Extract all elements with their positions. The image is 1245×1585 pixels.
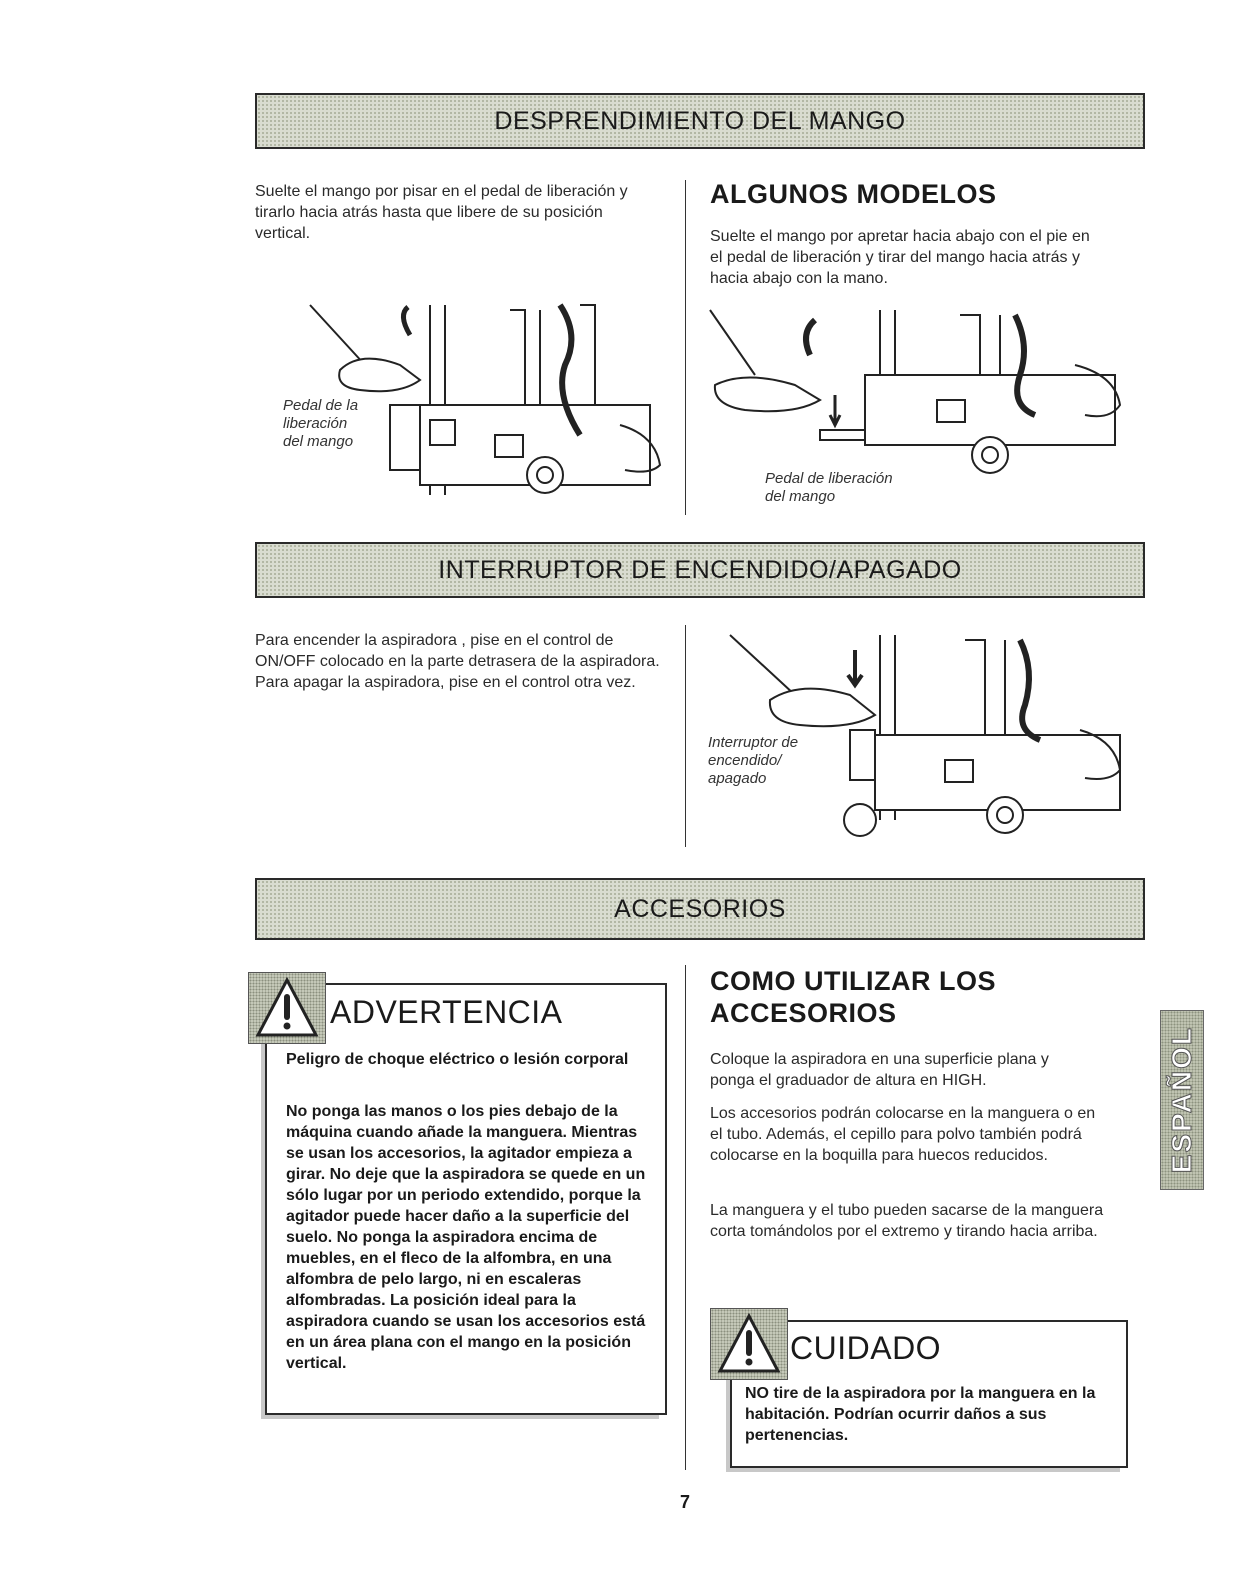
caption-line: encendido/: [708, 752, 782, 769]
section-banner-handle-release: [255, 93, 1145, 149]
caption-line: Pedal de la: [283, 397, 359, 414]
warning-triangle-icon: [255, 977, 319, 1039]
caption-line: del mango: [283, 433, 354, 450]
handle-release-text: Suelte el mango por pisar en el pedal de liberación y tirarlo hacia atrás hasta que libere de su posición vertical.: [255, 183, 628, 242]
caption-line: apagado: [708, 770, 767, 787]
section-banner-accessories: [255, 878, 1145, 940]
language-tab: [1160, 1010, 1204, 1190]
caption-line: del mango: [765, 488, 836, 505]
column-divider: [685, 625, 686, 847]
banner-title: DESPRENDIMIENTO DEL MANGO: [494, 106, 906, 135]
some-models-heading: ALGUNOS MODELOS: [710, 179, 997, 209]
section-banner-power-switch: [255, 542, 1145, 598]
caption-line: Pedal de liberación: [765, 470, 893, 487]
page-number: 7: [680, 1492, 691, 1512]
warning-icon-frame: [248, 972, 326, 1044]
pedal-caption-left: [283, 397, 358, 451]
how-to-heading: [710, 965, 996, 1029]
caption-line: liberación: [283, 415, 348, 432]
power-switch-text: Para encender la aspiradora , pise en el control de ON/OFF colocado en la parte detrasera de la aspiradora. Para apagar la aspiradora, pise en el control otra vez.: [255, 632, 660, 691]
warning-title: ADVERTENCIA: [330, 994, 563, 1030]
caution-body: NO tire de la aspiradora por la manguera en la habitación. Podrían ocurrir daños a sus pertenencias.: [745, 1385, 1096, 1444]
caution-title: CUIDADO: [790, 1330, 942, 1366]
banner-title: ACCESORIOS: [614, 894, 786, 923]
how-to-para3: La manguera y el tubo pueden sacarse de la manguera corta tomándolos por el extremo y tirando hacia arriba.: [710, 1202, 1104, 1240]
caution-icon-frame: [710, 1308, 788, 1380]
warning-body: No ponga las manos o los pies debajo de la máquina cuando añade la manguera. Mientras se usan los accesorios, la agitador empieza a girar. No deje que la aspiradora se quede en un sólo lugar por un periodo extendido, porque la agitador puede hacer daño a la superficie del suelo. No ponga la aspiradora encima de muebles, en el fleco de la alfombra, en una alfombra de pelo largo, ni en escaleras alfombradas. La posición ideal para la aspiradora cuando se usan los accesorios está en un área plana con el mango en la posición vertical.: [286, 1103, 646, 1372]
column-divider: [685, 965, 686, 1470]
how-to-para2: Los accesorios podrán colocarse en la manguera o en el tubo. Además, el cepillo para polvo también podrá colocarse en la boquilla para huecos reducidos.: [710, 1105, 1096, 1164]
some-models-text: Suelte el mango por apretar hacia abajo con el pie en el pedal de liberación y tirar del mango hacia atrás y hacia abajo con la mano.: [710, 228, 1090, 287]
switch-caption: [708, 734, 798, 788]
heading-line: COMO UTILIZAR LOS: [710, 966, 996, 996]
pedal-caption-right: [765, 470, 893, 506]
caption-line: Interruptor de: [708, 734, 799, 751]
warning-subtitle: Peligro de choque eléctrico o lesión corporal: [286, 1051, 629, 1068]
heading-line: ACCESORIOS: [710, 998, 897, 1028]
column-divider: [685, 180, 686, 515]
vacuum-illustration-handle-release-right: [705, 305, 1125, 485]
banner-title: INTERRUPTOR DE ENCENDIDO/APAGADO: [438, 555, 962, 584]
how-to-para1: Coloque la aspiradora en una superficie plana y ponga el graduador de altura en HIGH.: [710, 1051, 1049, 1089]
language-tab-label: ESPAÑOL: [1166, 1026, 1197, 1174]
warning-triangle-icon: [717, 1313, 781, 1375]
